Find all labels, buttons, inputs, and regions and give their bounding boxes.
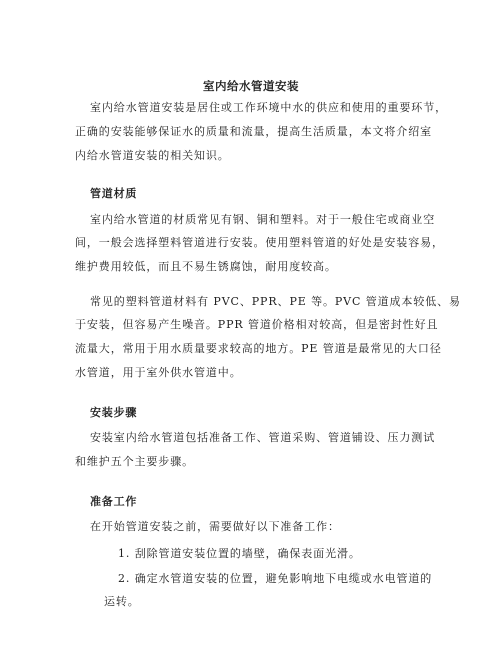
materials-p2-line-2: 于安装，但容易产生噪音。PPR 管道价格相对较高，但是密封性好且 [75,318,439,331]
materials-p2-line-1: 常见的塑料管道材料有 PVC、PPR、PE 等。PVC 管道成本较低、易 [90,295,461,308]
materials-p1-line-2: 间，一般会选择塑料管道进行安装。使用塑料管道的好处是安装容易， [75,236,444,249]
document-title: 室内给水管道安装 [203,79,299,93]
materials-p1-line-3: 维护费用较低，而且不易生锈腐蚀，耐用度较高。 [75,260,337,273]
preparation-item-2-cont: 运转。 [104,595,140,608]
preparation-item-2: 2. 确定水管道安装的位置，避免影响地下电缆或水电管道的 [118,572,433,585]
preparation-item-1: 1. 刮除管道安装位置的墙壁，确保表面光滑。 [118,547,361,560]
intro-line-2: 正确的安装能够保证水的质量和流量，提高生活质量，本文将介绍室 [75,125,432,138]
materials-p2-line-3: 流量大，常用于用水质量要求较高的地方。PE 管道是最常见的大口径 [75,342,442,355]
intro-line-1: 室内给水管道安装是居住或工作环境中水的供应和使用的重要环节， [90,101,447,114]
section-heading-steps: 安装步骤 [90,406,138,419]
steps-line-1: 安装室内给水管道包括准备工作、管道采购、管道铺设、压力测试 [90,431,436,444]
preparation-intro: 在开始管道安装之前，需要做好以下准备工作： [90,520,340,533]
materials-p2-line-4: 水管道，用于室外供水管道中。 [75,366,242,379]
section-heading-materials: 管道材质 [90,187,138,200]
materials-p1-line-1: 室内给水管道的材质常见有钢、铜和塑料。对于一般住宅或商业空 [90,213,436,226]
section-heading-preparation: 准备工作 [90,495,138,508]
steps-line-2: 和维护五个主要步骤。 [75,455,194,468]
intro-line-3: 内给水管道安装的相关知识。 [75,149,230,162]
